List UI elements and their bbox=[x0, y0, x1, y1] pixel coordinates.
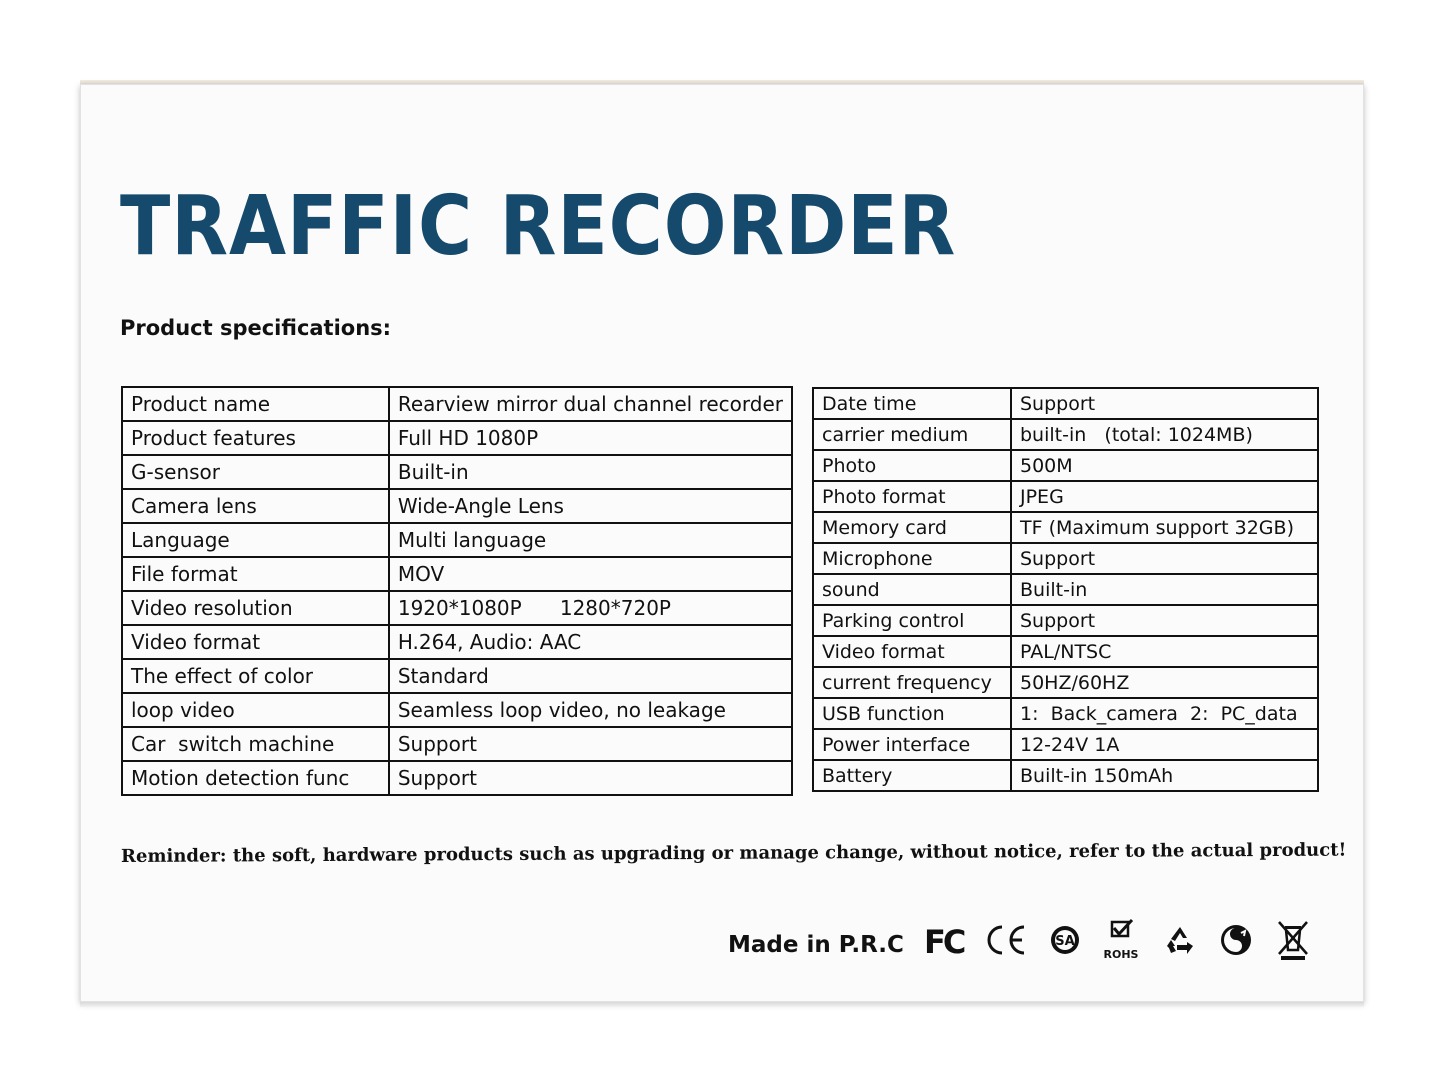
spec-table-left bbox=[121, 386, 793, 796]
product-title: TRAFFIC RECORDER bbox=[120, 179, 957, 274]
left-spec-value-cell: Multi language bbox=[389, 523, 792, 557]
left-spec-row bbox=[122, 523, 792, 557]
left-spec-key-cell: Product features bbox=[122, 421, 389, 455]
left-spec-value-cell: Support bbox=[389, 727, 792, 761]
right-spec-row bbox=[813, 729, 1318, 760]
right-spec-value-cell: built-in (total: 1024MB) bbox=[1011, 419, 1318, 450]
fc-mark-text: FC bbox=[924, 923, 964, 957]
left-spec-value-cell: Support bbox=[389, 761, 792, 795]
left-spec-value-cell: 1920*1080P 1280*720P bbox=[389, 591, 792, 625]
made-in-label: Made in P.R.C bbox=[728, 932, 904, 958]
left-spec-row bbox=[122, 557, 792, 591]
csa-mark-icon bbox=[1048, 916, 1082, 964]
right-spec-key-cell: Photo format bbox=[813, 481, 1011, 512]
left-spec-key-cell: Camera lens bbox=[122, 489, 389, 523]
left-spec-row bbox=[122, 625, 792, 659]
weee-bin-icon bbox=[1274, 916, 1312, 964]
right-spec-value-cell: PAL/NTSC bbox=[1011, 636, 1318, 667]
right-spec-value-cell: Support bbox=[1011, 543, 1318, 574]
left-spec-value-cell: Built-in bbox=[389, 455, 792, 489]
left-spec-row bbox=[122, 591, 792, 625]
left-spec-key-cell: Product name bbox=[122, 387, 389, 421]
right-spec-key-cell: Date time bbox=[813, 388, 1011, 419]
left-spec-key-cell: Car switch machine bbox=[122, 727, 389, 761]
csa-mark-text: SA bbox=[1055, 934, 1075, 949]
rohs-mark-icon bbox=[1102, 916, 1140, 964]
right-spec-value-cell: 1: Back_camera 2: PC_data bbox=[1011, 698, 1318, 729]
right-spec-key-cell: USB function bbox=[813, 698, 1011, 729]
right-spec-value-cell: Support bbox=[1011, 388, 1318, 419]
left-spec-key-cell: Video resolution bbox=[122, 591, 389, 625]
left-spec-value-cell: Seamless loop video, no leakage bbox=[389, 693, 792, 727]
right-spec-row bbox=[813, 698, 1318, 729]
left-spec-row bbox=[122, 455, 792, 489]
right-spec-row bbox=[813, 543, 1318, 574]
left-spec-value-cell: Wide-Angle Lens bbox=[389, 489, 792, 523]
right-spec-key-cell: Memory card bbox=[813, 512, 1011, 543]
left-spec-value-cell: MOV bbox=[389, 557, 792, 591]
right-spec-key-cell: Battery bbox=[813, 760, 1011, 791]
fc-mark-icon bbox=[924, 916, 968, 964]
left-spec-row bbox=[122, 489, 792, 523]
right-spec-value-cell: 500M bbox=[1011, 450, 1318, 481]
right-spec-row bbox=[813, 481, 1318, 512]
left-spec-value-cell: Full HD 1080P bbox=[389, 421, 792, 455]
left-spec-row bbox=[122, 659, 792, 693]
left-spec-row bbox=[122, 761, 792, 795]
left-spec-key-cell: Language bbox=[122, 523, 389, 557]
right-spec-key-cell: sound bbox=[813, 574, 1011, 605]
left-spec-value-cell: Rearview mirror dual channel recorder bbox=[389, 387, 792, 421]
right-spec-key-cell: Power interface bbox=[813, 729, 1011, 760]
left-spec-key-cell: loop video bbox=[122, 693, 389, 727]
right-spec-key-cell: Photo bbox=[813, 450, 1011, 481]
right-spec-key-cell: current frequency bbox=[813, 667, 1011, 698]
right-spec-value-cell: JPEG bbox=[1011, 481, 1318, 512]
right-spec-key-cell: Parking control bbox=[813, 605, 1011, 636]
right-spec-value-cell: Built-in bbox=[1011, 574, 1318, 605]
right-spec-key-cell: Microphone bbox=[813, 543, 1011, 574]
left-spec-value-cell: H.264, Audio: AAC bbox=[389, 625, 792, 659]
left-spec-value-cell: Standard bbox=[389, 659, 792, 693]
left-spec-key-cell: Motion detection func bbox=[122, 761, 389, 795]
left-spec-row bbox=[122, 421, 792, 455]
right-spec-row bbox=[813, 512, 1318, 543]
right-spec-value-cell: 50HZ/60HZ bbox=[1011, 667, 1318, 698]
right-spec-row bbox=[813, 450, 1318, 481]
left-spec-row bbox=[122, 387, 792, 421]
reminder-notice: Reminder: the soft, hardware products such as upgrading or manage change, without notice, refer to the actual product! bbox=[120, 839, 1347, 867]
left-spec-key-cell: Video format bbox=[122, 625, 389, 659]
right-spec-key-cell: Video format bbox=[813, 636, 1011, 667]
recycle-icon bbox=[1162, 916, 1198, 964]
right-spec-value-cell: Support bbox=[1011, 605, 1318, 636]
right-spec-row bbox=[813, 667, 1318, 698]
right-spec-row bbox=[813, 419, 1318, 450]
left-spec-key-cell: G-sensor bbox=[122, 455, 389, 489]
right-spec-row bbox=[813, 760, 1318, 791]
rohs-mark-text: ROHS bbox=[1103, 948, 1139, 961]
right-spec-row bbox=[813, 574, 1318, 605]
right-spec-key-cell: carrier medium bbox=[813, 419, 1011, 450]
right-spec-value-cell: 12-24V 1A bbox=[1011, 729, 1318, 760]
green-dot-icon bbox=[1218, 916, 1254, 964]
left-spec-row bbox=[122, 693, 792, 727]
box-bottom-edge bbox=[80, 1002, 1364, 1007]
spec-table-right bbox=[812, 387, 1319, 792]
specifications-heading: Product specifications: bbox=[120, 316, 392, 340]
right-spec-value-cell: Built-in 150mAh bbox=[1011, 760, 1318, 791]
right-spec-row bbox=[813, 388, 1318, 419]
ce-mark-icon bbox=[984, 916, 1028, 964]
left-spec-row bbox=[122, 727, 792, 761]
left-spec-key-cell: The effect of color bbox=[122, 659, 389, 693]
left-spec-key-cell: File format bbox=[122, 557, 389, 591]
right-spec-row bbox=[813, 605, 1318, 636]
right-spec-row bbox=[813, 636, 1318, 667]
right-spec-value-cell: TF (Maximum support 32GB) bbox=[1011, 512, 1318, 543]
